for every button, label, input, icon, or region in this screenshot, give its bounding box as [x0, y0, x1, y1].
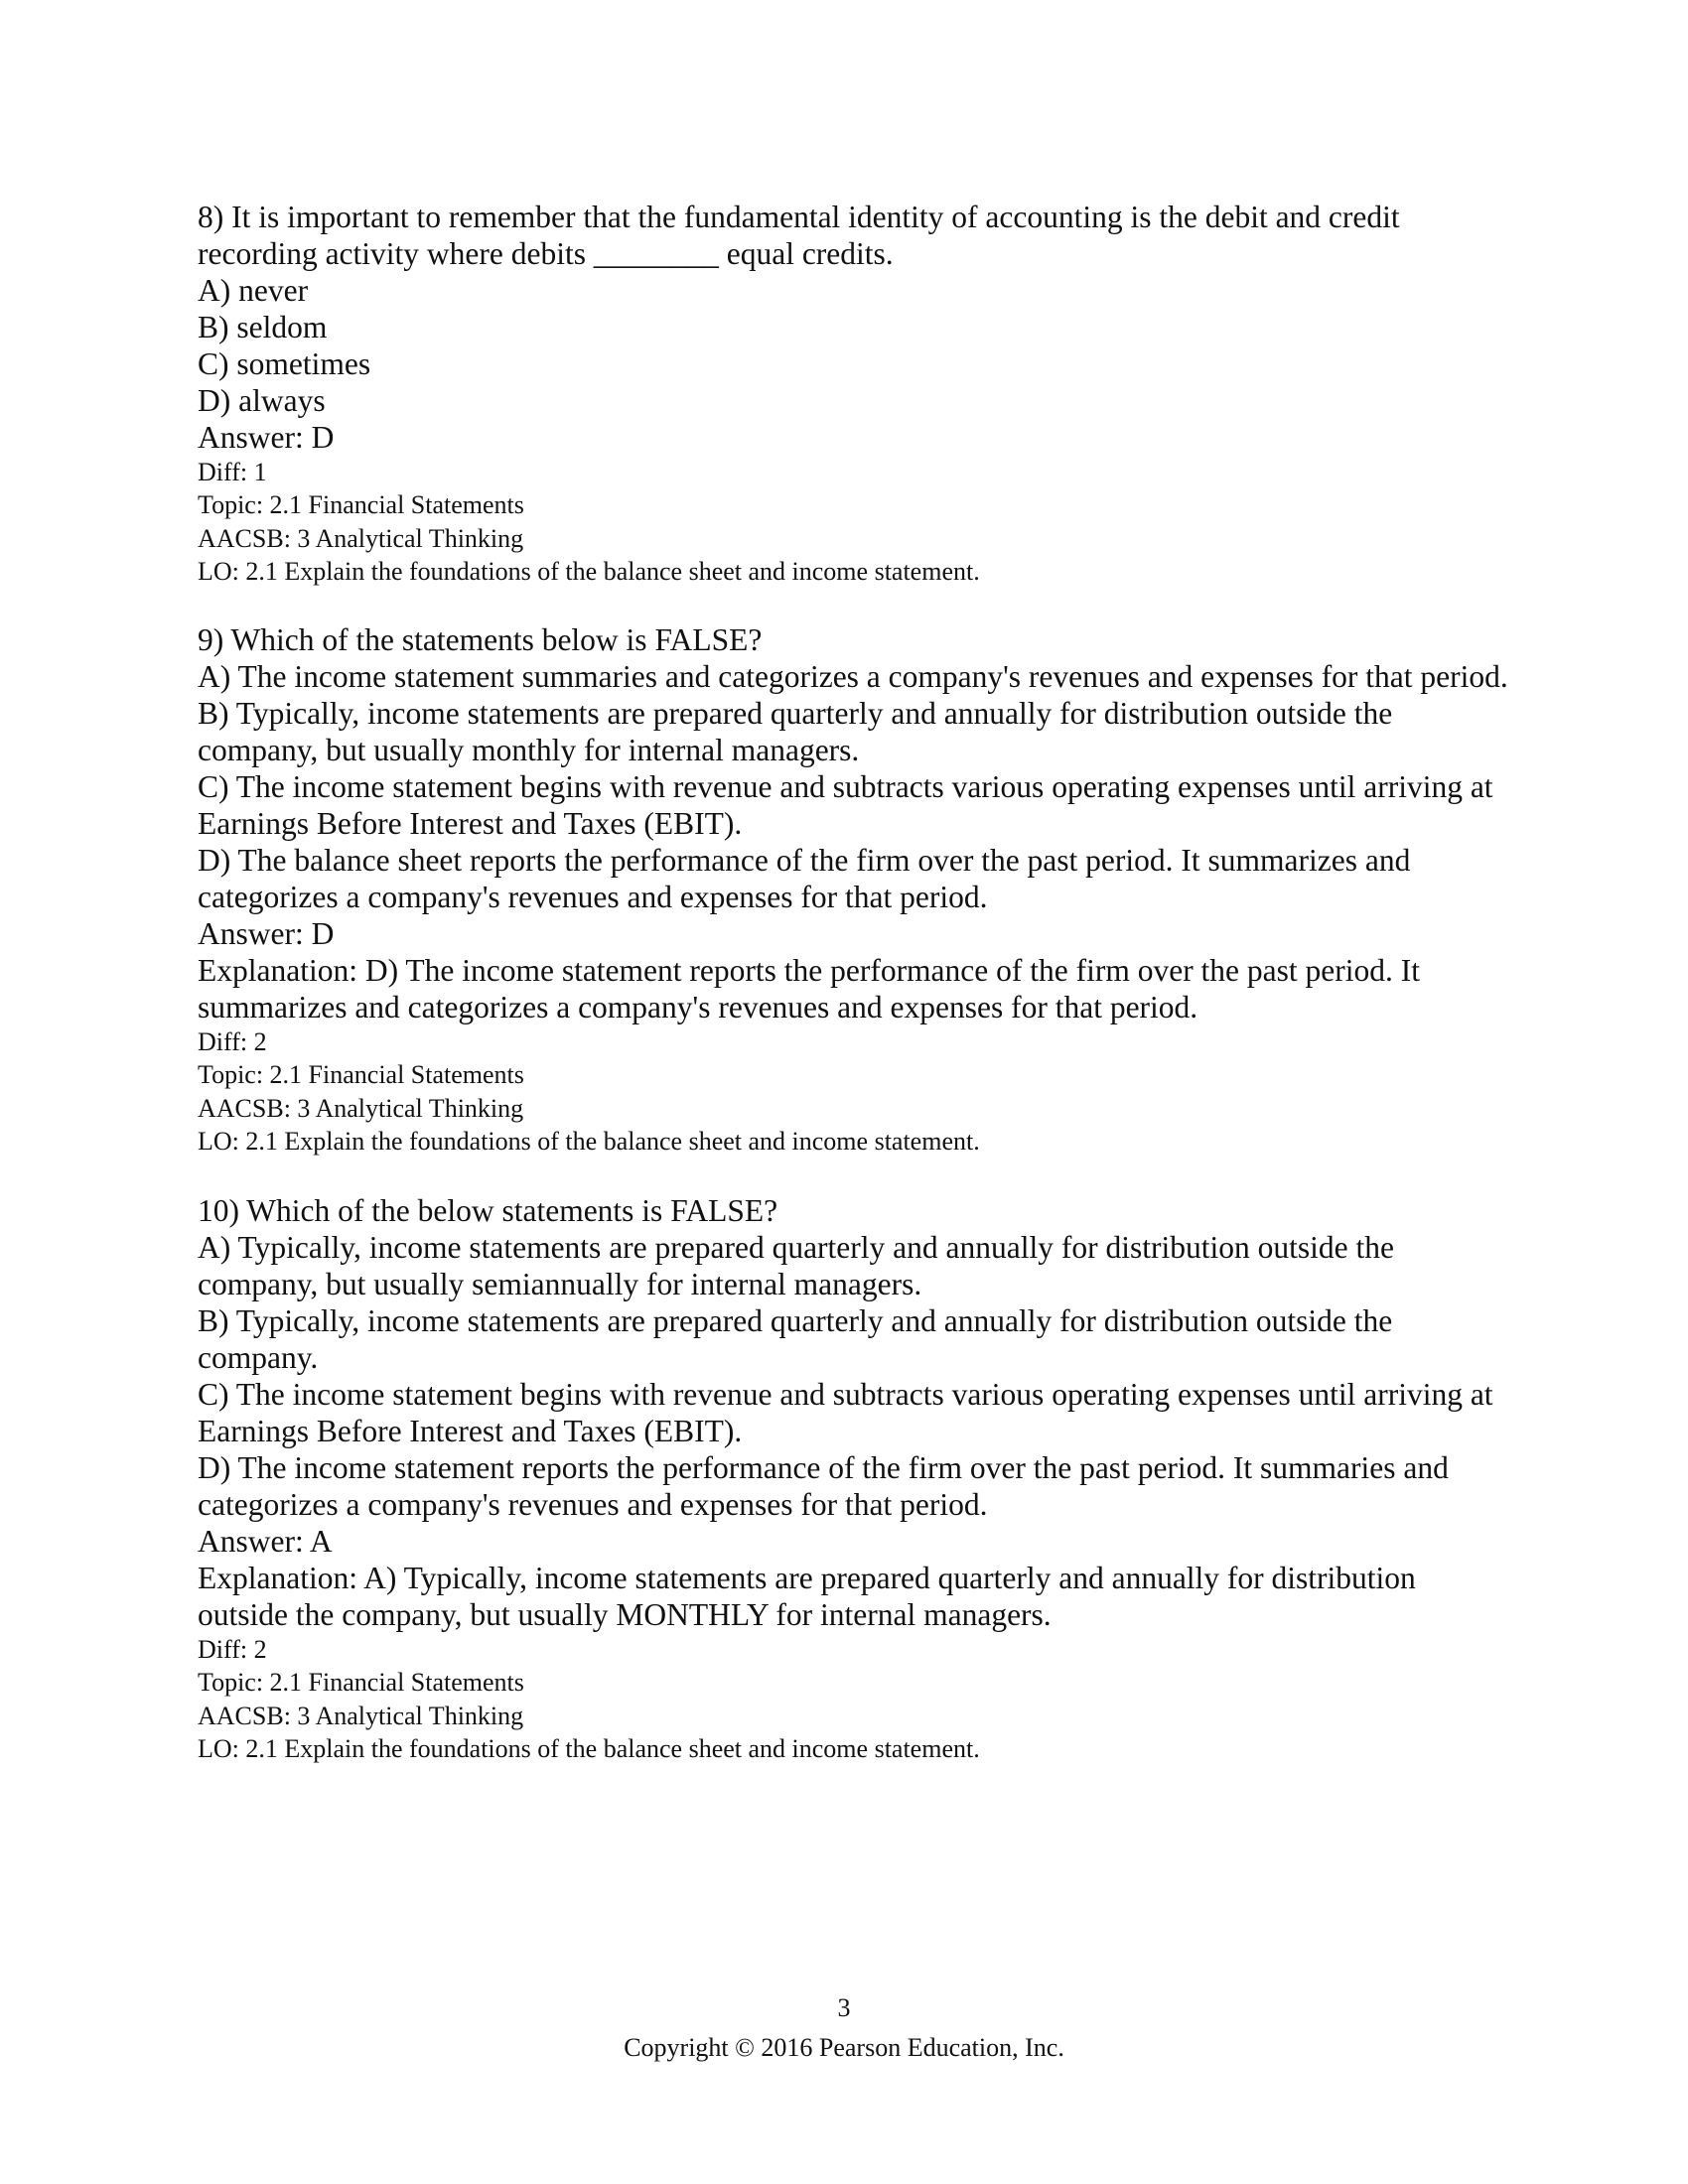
difficulty: Diff: 2 — [198, 1027, 267, 1056]
answer-option: D) The balance sheet reports the performance of the firm over the past period. It summarizes and — [198, 843, 1411, 878]
aacsb: AACSB: 3 Analytical Thinking — [198, 1093, 524, 1123]
explanation: outside the company, but usually MONTHLY for internal managers. — [198, 1597, 1052, 1632]
answer-option: categorizes a company's revenues and expenses for that period. — [198, 1487, 988, 1522]
question-stem: 10) Which of the below statements is FALSE? — [198, 1193, 778, 1228]
explanation: Explanation: D) The income statement reports the performance of the firm over the past period. It — [198, 953, 1420, 988]
answer-option: Earnings Before Interest and Taxes (EBIT). — [198, 1414, 743, 1448]
question-8 — [198, 199, 1400, 588]
answer-option: company. — [198, 1340, 319, 1375]
answer-option: C) The income statement begins with revenue and subtracts various operating expenses until arriving at — [198, 1377, 1493, 1412]
question-stem: 8) It is important to remember that the fundamental identity of accounting is the debit and credit — [198, 200, 1400, 234]
question-9 — [198, 621, 1508, 1158]
explanation: summarizes and categorizes a company's revenues and expenses for that period. — [198, 990, 1198, 1024]
answer-option: C) The income statement begins with revenue and subtracts various operating expenses until arriving at — [198, 769, 1493, 804]
answer-option: categorizes a company's revenues and expenses for that period. — [198, 880, 988, 914]
answer-option: Earnings Before Interest and Taxes (EBIT). — [198, 806, 743, 841]
answer-option: company, but usually monthly for internal managers. — [198, 733, 860, 767]
answer-option: D) The income statement reports the performance of the firm over the past period. It summaries and — [198, 1450, 1449, 1485]
answer-option: C) sometimes — [198, 346, 371, 381]
learning-objective: LO: 2.1 Explain the foundations of the balance sheet and income statement. — [198, 556, 980, 586]
answer-option: B) Typically, income statements are prepared quarterly and annually for distribution outside the — [198, 696, 1393, 731]
page-number: 3 — [837, 1993, 851, 2022]
answer-option: B) seldom — [198, 310, 328, 344]
explanation: Explanation: A) Typically, income statements are prepared quarterly and annually for distribution — [198, 1561, 1416, 1595]
answer-key: Answer: D — [198, 420, 335, 455]
question-stem: recording activity where debits ________ equal credits. — [198, 236, 894, 271]
answer-key: Answer: D — [198, 916, 335, 951]
difficulty: Diff: 1 — [198, 458, 267, 486]
answer-option: A) Typically, income statements are prepared quarterly and annually for distribution outside the — [198, 1230, 1394, 1265]
topic: Topic: 2.1 Financial Statements — [198, 1060, 524, 1090]
answer-option: A) The income statement summaries and categorizes a company's revenues and expenses for that period. — [198, 659, 1508, 694]
learning-objective: LO: 2.1 Explain the foundations of the balance sheet and income statement. — [198, 1126, 980, 1156]
answer-option: D) always — [198, 383, 326, 418]
answer-option: A) never — [198, 273, 309, 308]
answer-key: Answer: A — [198, 1524, 333, 1559]
copyright-notice: Copyright © 2016 Pearson Education, Inc. — [624, 2033, 1064, 2062]
learning-objective: LO: 2.1 Explain the foundations of the balance sheet and income statement. — [198, 1733, 980, 1763]
topic: Topic: 2.1 Financial Statements — [198, 490, 524, 520]
question-stem: 9) Which of the statements below is FALSE? — [198, 622, 763, 657]
answer-option: B) Typically, income statements are prepared quarterly and annually for distribution outside the — [198, 1303, 1393, 1338]
aacsb: AACSB: 3 Analytical Thinking — [198, 1701, 524, 1730]
answer-option: company, but usually semiannually for internal managers. — [198, 1267, 922, 1301]
question-10 — [198, 1192, 1493, 1765]
aacsb: AACSB: 3 Analytical Thinking — [198, 523, 524, 553]
difficulty: Diff: 2 — [198, 1635, 267, 1664]
topic: Topic: 2.1 Financial Statements — [198, 1668, 524, 1698]
